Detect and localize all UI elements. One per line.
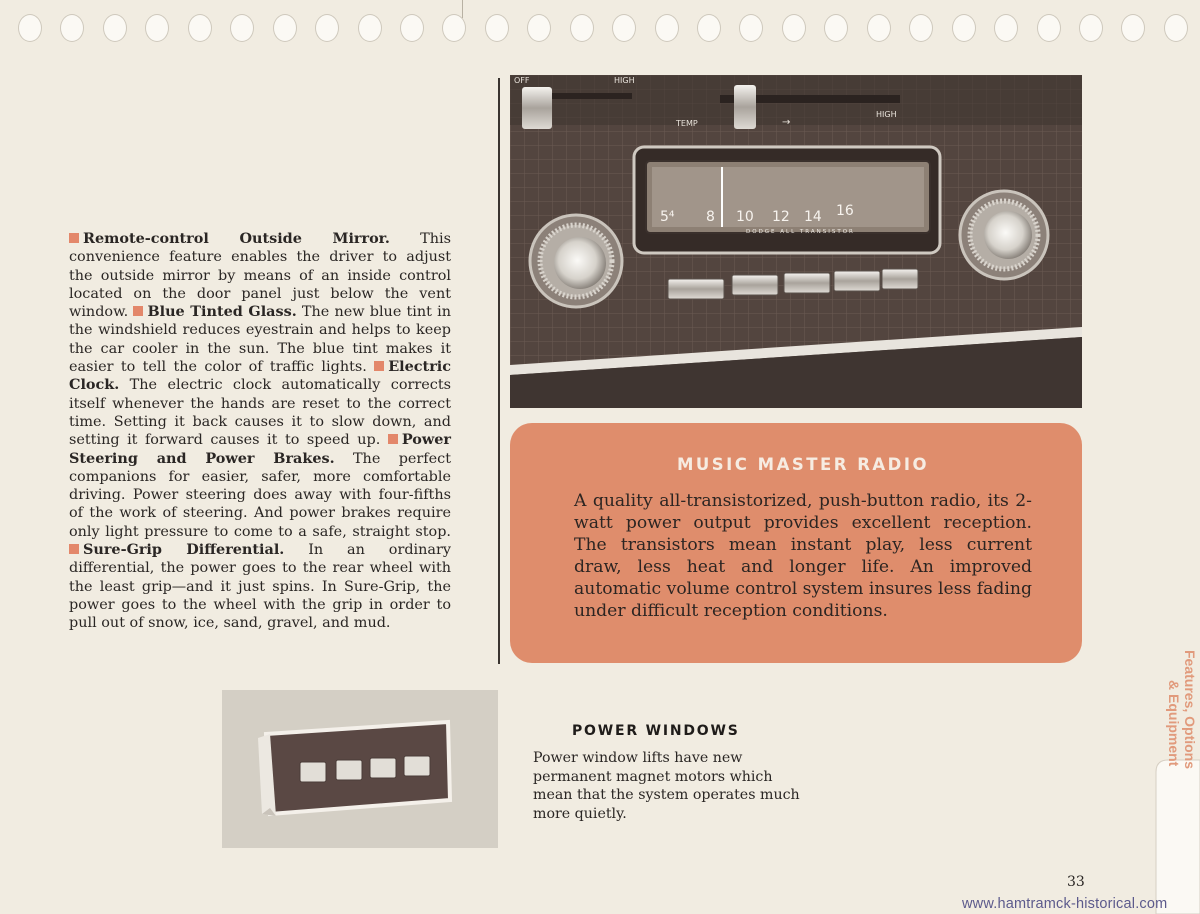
binder-hole: [230, 14, 254, 42]
column-divider: [498, 78, 500, 664]
temp-arrow: →: [782, 117, 791, 128]
preset-button: [732, 275, 778, 295]
binder-hole: [60, 14, 84, 42]
music-master-radio-title: MUSIC MASTER RADIO: [676, 455, 930, 474]
window-switch: [300, 762, 326, 782]
temp-high-label: HIGH: [876, 110, 897, 119]
binder-hole: [994, 14, 1018, 42]
power-windows-body: Power window lifts have new permanent magnet motors which mean that the system operates much more quietly.: [533, 750, 800, 822]
binder-hole: [145, 14, 169, 42]
window-switch: [404, 756, 430, 776]
binder-hole: [358, 14, 382, 42]
page-number: 33: [1067, 874, 1085, 890]
binder-hole: [952, 14, 976, 42]
watermark: www.hamtramck-historical.com: [962, 896, 1168, 912]
preset-button: [784, 273, 830, 293]
temp-lever: [734, 85, 756, 129]
binder-hole: [697, 14, 721, 42]
feature-heading: Power Steering and Power Brakes.: [69, 431, 451, 467]
feature-text: This convenience feature enables the driver to adjust the outside mirror by means of an inside control located on the door panel just below the vent window.: [69, 231, 451, 321]
bullet-square: [69, 233, 79, 243]
power-window-switch-illustration: [222, 690, 498, 848]
binder-hole: [739, 14, 763, 42]
dial-number: 12: [772, 209, 790, 225]
section-tab-line2: & Equipment: [1166, 680, 1182, 767]
power-windows-title: POWER WINDOWS: [572, 723, 740, 739]
feature-text: The new blue tint in the windshield reduces eyestrain and helps to keep the car cooler in the sun. The blue tint makes it easier to tell the color of traffic lights.: [69, 304, 451, 376]
section-tab-label: [1166, 648, 1198, 770]
section-tab: [1138, 0, 1200, 914]
section-tab-line1: Features, Options: [1182, 650, 1198, 770]
feature-heading: Blue Tinted Glass.: [147, 303, 297, 321]
binder-hole: [570, 14, 594, 42]
dial-caption: DODGE ALL TRANSISTOR: [746, 229, 855, 235]
binder-hole: [273, 14, 297, 42]
bullet-square: [388, 434, 398, 444]
window-switch: [370, 758, 396, 778]
off-label: OFF: [514, 76, 530, 85]
top-divider: [462, 0, 463, 18]
binder-hole: [782, 14, 806, 42]
dial-number: 10: [736, 209, 754, 225]
binder-hole: [315, 14, 339, 42]
dial-number: 8: [706, 209, 715, 225]
feature-heading: Sure-Grip Differential.: [83, 541, 285, 559]
tuning-knob: [984, 211, 1032, 259]
music-master-radio-panel: [510, 423, 1082, 663]
binder-holes: [18, 14, 1188, 50]
binder-hole: [18, 14, 42, 42]
preset-button: [668, 279, 724, 299]
feature-text: The electric clock automatically corrects itself whenever the hands are reset to the correct time. Setting it back causes it to slow down, and setting it forward causes it to speed up.: [69, 377, 451, 449]
binder-hole: [612, 14, 636, 42]
bullet-square: [374, 361, 384, 371]
preset-button: [834, 271, 880, 291]
feature-heading: Electric Clock.: [69, 358, 451, 394]
features-text-column: [69, 230, 451, 633]
volume-knob: [554, 237, 606, 289]
binder-hole: [527, 14, 551, 42]
feature-heading: Remote-control Outside Mirror.: [83, 230, 390, 247]
dial-number: 5⁴: [660, 209, 675, 225]
bullet-square: [69, 544, 79, 554]
fan-lever: [522, 87, 552, 129]
binder-hole: [909, 14, 933, 42]
window-switch: [336, 760, 362, 780]
radio-illustration: [510, 75, 1082, 408]
high-label: HIGH: [614, 76, 635, 85]
dial-number: 16: [836, 203, 854, 219]
temp-label: TEMP: [676, 119, 698, 128]
dial-number: 14: [804, 209, 822, 225]
binder-hole: [442, 14, 466, 42]
binder-hole: [103, 14, 127, 42]
radio-photo: [510, 75, 1082, 408]
feature-text: In an ordinary differential, the power goes to the rear wheel with the least grip—and it just spins. In Sure-Grip, the power goes to the wheel with the grip in order to pull out of snow, ice, sand, gravel, and mud.: [69, 542, 451, 632]
binder-hole: [1037, 14, 1061, 42]
binder-hole: [824, 14, 848, 42]
binder-hole: [400, 14, 424, 42]
music-master-radio-body: A quality all-transistorized, push-button radio, its 2-watt power output provides excellent reception. The transistors mean instant play, less current draw, less heat and longer life. An improved automatic volume control system insures less fading under difficult reception conditions.: [574, 491, 1032, 621]
binder-hole: [188, 14, 212, 42]
binder-hole: [655, 14, 679, 42]
binder-hole: [485, 14, 509, 42]
bullet-square: [133, 306, 143, 316]
binder-hole: [1079, 14, 1103, 42]
feature-text: The perfect companions for easier, safer, more comfortable driving. Power steering does away with four-fifths of the work of steering. And power brakes require only light pressure to come to a safe, straight stop.: [69, 450, 451, 540]
preset-button: [882, 269, 918, 289]
binder-hole: [867, 14, 891, 42]
power-window-switch-photo: [222, 690, 498, 848]
